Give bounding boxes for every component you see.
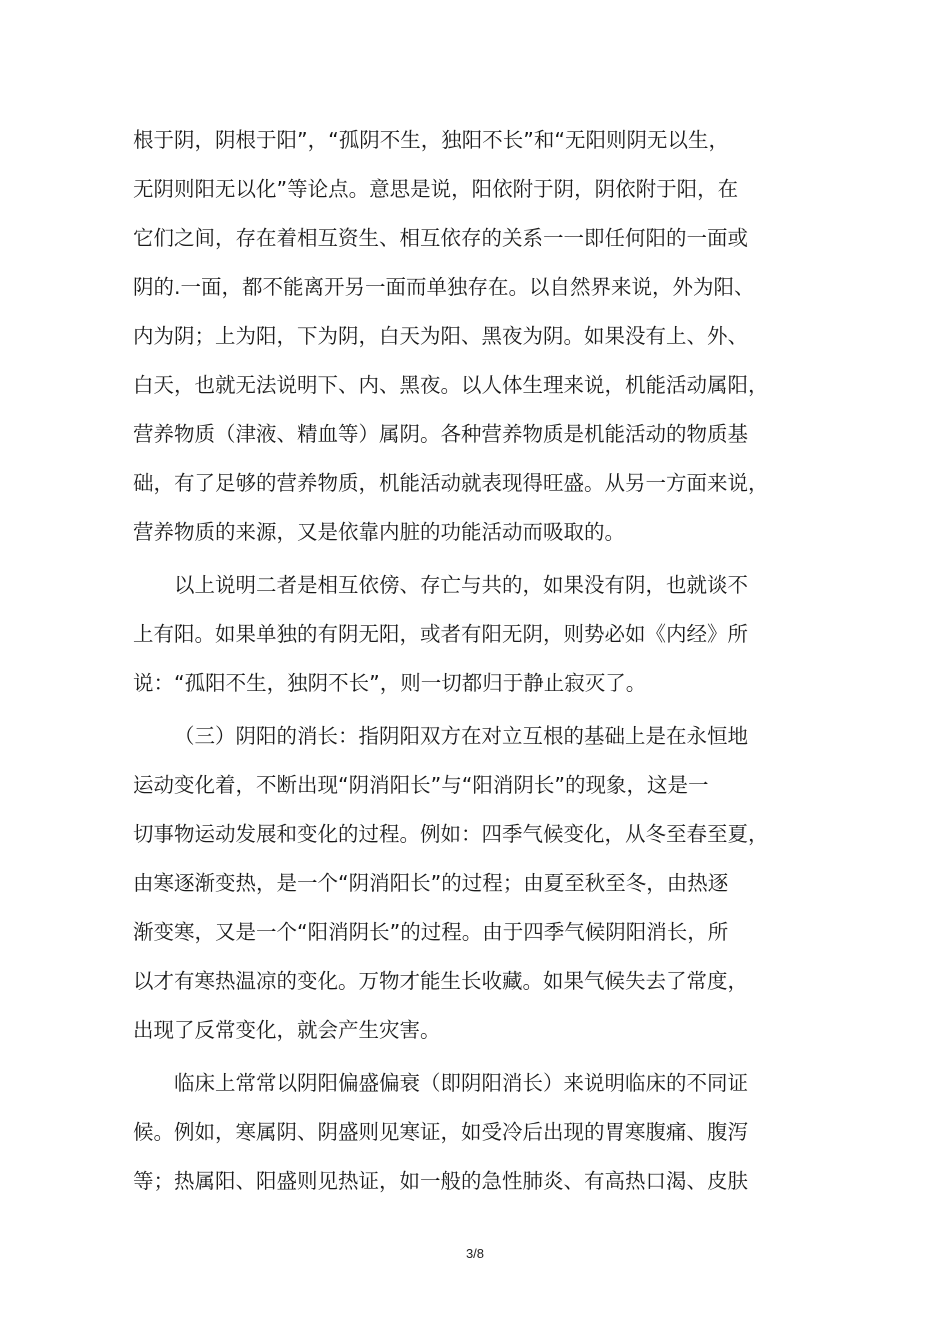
text-line: 等；热属阳、阳盛则见热证，如一般的急性肺炎、有高热口渴、皮肤 [133,1169,748,1193]
text-line: 上有阳。如果单独的有阴无阳，或者有阳无阴，则势必如《内经》所 [133,622,748,646]
text-line: 出现了反常变化，就会产生灾害。 [133,1018,441,1042]
text-line: 说：“孤阳不生，独阴不长”，则一切都归于静止寂灭了。 [133,671,647,695]
paragraph-4 [133,1067,833,1198]
text-line: 营养物质的来源，又是依靠内脏的功能活动而吸取的。 [133,520,625,544]
body-text [133,124,833,1214]
paragraph-3 [133,720,833,1047]
text-line: 以才有寒热温凉的变化。万物才能生长收藏。如果气候失去了常度， [133,969,748,993]
text-line: 营养物质（津液、精血等）属阴。各种营养物质是机能活动的物质基 [133,422,748,446]
text-line: 根于阴，阴根于阳”，“孤阴不生，独阳不长”和“无阳则阴无以生， [133,128,729,152]
text-line: 候。例如，寒属阴、阴盛则见寒证，如受冷后出现的胃寒腹痛、腹泻 [133,1120,748,1144]
text-line: 内为阴；上为阳，下为阴，白天为阳、黑夜为阴。如果没有上、外、 [133,324,748,348]
paragraph-1 [133,124,833,549]
text-line: 阴的.一面，都不能离开另一面而单独存在。以自然界来说，外为阳、 [133,275,755,299]
text-line: 切事物运动发展和变化的过程。例如：四季气候变化，从冬至春至夏， [133,822,769,846]
text-line: 运动变化着，不断出现“阴消阳长”与“阳消阴长”的现象，这是一 [133,773,709,797]
page-number: 3/8 [465,1246,485,1261]
text-line: 白天，也就无法说明下、内、黑夜。以人体生理来说，机能活动属阳， [133,373,769,397]
text-line: 以上说明二者是相互依傍、存亡与共的，如果没有阴，也就谈不 [174,573,748,597]
text-line: 它们之间，存在着相互资生、相互依存的关系一一即任何阳的一面或 [133,226,748,250]
text-line: 础，有了足够的营养物质，机能活动就表现得旺盛。从另一方面来说， [133,471,769,495]
paragraph-2 [133,569,833,700]
text-line: 临床上常常以阴阳偏盛偏衰（即阴阳消长）来说明临床的不同证 [174,1071,748,1095]
text-line: （三）阴阳的消长：指阴阳双方在对立互根的基础上是在永恒地 [174,724,748,748]
text-line: 由寒逐渐变热，是一个“阴消阳长”的过程；由夏至秋至冬，由热逐 [133,871,729,895]
text-line: 无阴则阳无以化”等论点。意思是说，阳依附于阴，阴依附于阳，在 [133,177,739,201]
text-line: 渐变寒，又是一个“阳消阴长”的过程。由于四季气候阴阳消长，所 [133,920,729,944]
